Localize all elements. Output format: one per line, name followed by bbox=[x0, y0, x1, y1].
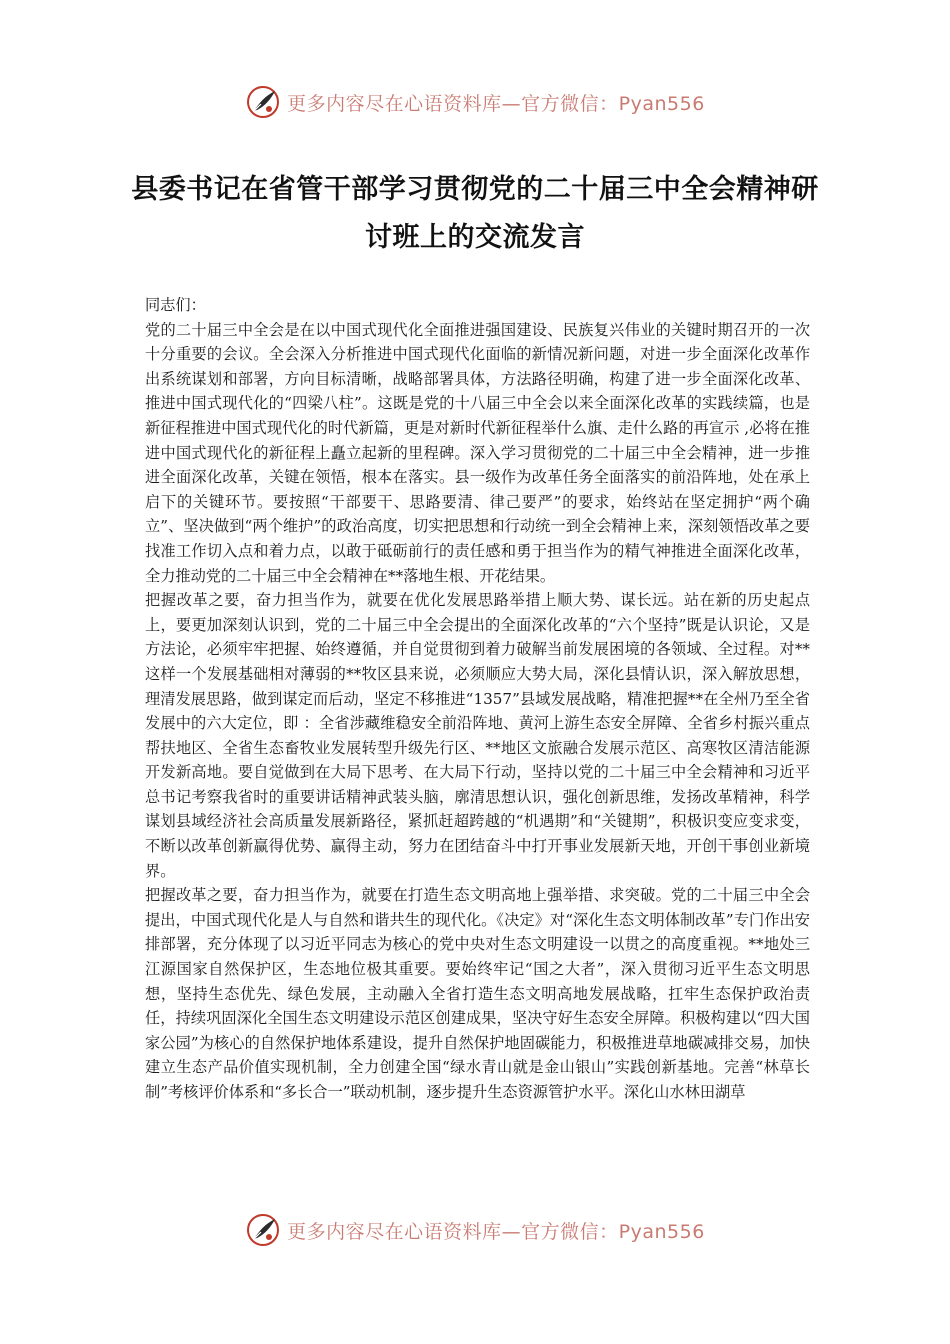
watermark-text: 更多内容尽在心语资料库—官方微信：Pyan556 bbox=[287, 92, 705, 115]
paragraph: 把握改革之要，奋力担当作为，就要在打造生态文明高地上强举措、求突破。党的二十届三中全会提出，中国式现代化是人与自然和谐共生的现代化。《决定》对“深化生态文明体制改革”专门作出安排部署，充分体现了以习近平同志为核心的党中央对生态文明建设一以贯之的高度重视。**地处三江源国家自然保护区，生态地位极其重要。要始终牢记“国之大者”，深入贯彻习近平生态文明思想，坚持生态优先、绿色发展，主动融入全省打造生态文明高地发展战略，扛牢生态保护政治责任，持续巩固深化全国生态文明建设示范区创建成果，坚决守好生态安全屏障。积极构建以“四大国家公园”为核心的自然保护地体系建设，提升自然保护地固碳能力，积极推进草地碳减排交易，加快建立生态产品价值实现机制，全力创建全国“绿水青山就是金山银山”实践创新基地。完善“林草长制”考核评价体系和“多长合一”联动机制，逐步提升生态资源管护水平。深化山水林田湖草 bbox=[145, 886, 810, 1101]
quill-logo-icon bbox=[245, 84, 281, 120]
salutation: 同志们： bbox=[145, 296, 206, 314]
watermark-footer bbox=[0, 1210, 950, 1250]
paragraph: 把握改革之要，奋力担当作为，就要在优化发展思路举措上顺大势、谋长远。站在新的历史起点上，要更加深刻认识到，党的二十届三中全会提出的全面深化改革的“六个坚持”既是认识论，又是方法论，必须牢牢把握、始终遵循，并自觉贯彻到着力破解当前发展困境的各领域、全过程。对**这样一个发展基础相对薄弱的**牧区县来说，必须顺应大势大局，深化县情认识，深入解放思想，理清发展思路，做到谋定而后动，坚定不移推进“1357”县域发展战略，精准把握**在全州乃至全省发展中的六大定位，即 ：全省涉藏维稳安全前沿阵地、黄河上游生态安全屏障、全省乡村振兴重点帮扶地区、全省生态畜牧业发展转型升级先行区、**地区文旅融合发展示范区、高寒牧区清洁能源开发新高地。要自觉做到在大局下思考、在大局下行动，坚持以党的二十届三中全会精神和习近平总书记考察我省时的重要讲话精神武装头脑，廓清思想认识，强化创新思维，发扬改革精神，科学谋划县域经济社会高质量发展新路径，紧抓赶超跨越的“机遇期”和“关键期”，积极识变应变求变，不断以改革创新赢得优势、赢得主动，努力在团结奋斗中打开事业发展新天地，开创干事创业新境界。 bbox=[145, 591, 810, 880]
quill-logo-icon bbox=[245, 1212, 281, 1248]
watermark-header bbox=[0, 82, 950, 122]
document-title: 县委书记在省管干部学习贯彻党的二十届三中全会精神研讨班上的交流发言 bbox=[131, 174, 819, 254]
paragraph: 党的二十届三中全会是在以中国式现代化全面推进强国建设、民族复兴伟业的关键时期召开的一次十分重要的会议。全会深入分析推进中国式现代化面临的新情况新问题，对进一步全面深化改革作出系统谋划和部署，方向目标清晰，战略部署具体，方法路径明确，构建了进一步全面深化改革、推进中国式现代化的“四梁八柱”。这既是党的十八届三中全会以来全面深化改革的实践续篇，也是新征程推进中国式现代化的时代新篇，更是对新时代新征程举什么旗、走什么路的再宣示 ,必将在推进中国式现代化的新征程上矗立起新的里程碑。深入学习贯彻党的二十届三中全会精神，进一步推进全面深化改革，关键在领悟，根本在落实。县一级作为改革任务全面落实的前沿阵地，处在承上启下的关键环节。要按照“干部要干、思路要清、律己要严”的要求，始终站在坚定拥护“两个确立”、坚决做到“两个维护”的政治高度，切实把思想和行动统一到全会精神上来，深刻领悟改革之要找准工作切入点和着力点，以敢于砥砺前行的责任感和勇于担当作为的精气神推进全面深化改革，全力推动党的二十届三中全会精神在**落地生根、开花结果。 bbox=[145, 320, 810, 585]
document-body bbox=[145, 293, 810, 1105]
watermark-text: 更多内容尽在心语资料库—官方微信：Pyan556 bbox=[287, 1220, 705, 1243]
